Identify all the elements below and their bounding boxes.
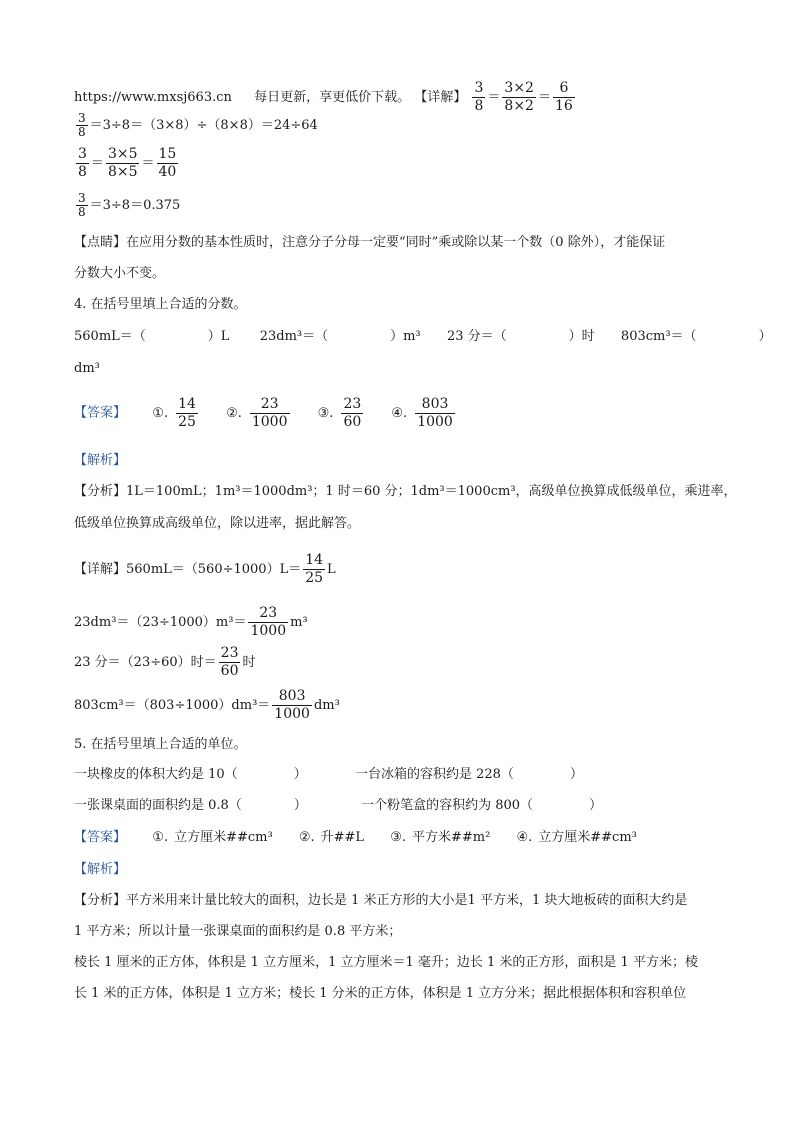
q4-analysis-label: 【解析】: [74, 453, 127, 468]
q5-fenxi-3: 棱长 1 厘米的正方体，体积是 1 立方厘米，1 立方厘米＝1 毫升；边长 1 米的正方形，面积是 1 平方米；棱: [74, 955, 698, 970]
source-url: https://www.mxsj663.cn: [74, 90, 232, 105]
q4-wrap: dm³: [74, 361, 100, 376]
q5-fenxi-2: 1 平方米；所以计量一张课桌面的面积约是 0.8 平方米；: [74, 924, 402, 939]
q4-detail-4: 803cm³＝（803÷1000）dm³＝ $\frac{803}{1000}$ dm³: [74, 688, 340, 722]
q5-row-1: 一块橡皮的体积大约是 10（ ） 一台冰箱的容积约是 228（ ）: [74, 767, 583, 782]
fraction: $\frac{3}{8}$: [474, 80, 484, 114]
fraction: $\frac{3}{8}$: [78, 111, 86, 139]
q4-detail-3: 23 分＝（23÷60）时＝ $\frac{23}{60}$ 时: [74, 645, 256, 679]
tip-line-2: 分数大小不变。: [74, 266, 166, 281]
fraction: $\frac{15}{40}$: [158, 146, 177, 180]
q5-title: 5. 在括号里填上合适的单位。: [74, 737, 247, 752]
q4-items: 560mL＝（ ）L 23dm³＝（ ）m³ 23 分＝（ ）时 803cm³＝（ ）: [74, 329, 772, 344]
fraction: $\frac{6}{16}$: [554, 80, 573, 114]
q4-detail-2: 23dm³＝（23÷1000）m³＝ $\frac{23}{1000}$ m³: [74, 605, 308, 639]
prev-eq4: $\frac{3}{8}$ ＝3÷8＝0.375: [78, 191, 181, 219]
fraction: $\frac{3\times 2}{8\times 2}$: [504, 80, 534, 114]
q5-fenxi-4: 长 1 米的正方体，体积是 1 立方米；棱长 1 分米的正方体，体积是 1 立方分米；据此根据体积和容积单位: [74, 986, 687, 1001]
q4-title: 4. 在括号里填上合适的分数。: [74, 297, 247, 312]
tip-line-1: 【点睛】在应用分数的基本性质时，注意分子分母一定要“同时”乘或除以某一个数（0 除外），才能保证: [74, 235, 666, 250]
answer-label: 【答案】: [74, 405, 127, 421]
q4-fenxi-2: 低级单位换算成高级单位，除以进率，据此解答。: [74, 516, 361, 531]
prev-eq2: $\frac{3}{8}$ ＝3÷8＝（3×8）÷（8×8）＝24÷64: [78, 111, 318, 139]
fraction: $\frac{3}{8}$: [78, 191, 86, 219]
q5-fenxi-1: 【分析】平方米用来计量比较大的面积，边长是 1 米正方形的大小是1 平方米，1 块大地板砖的面积大约是: [74, 893, 688, 908]
fraction: $\frac{3}{8}$: [78, 146, 87, 180]
header-line: https://www.mxsj663.cn 每日更新，享更低价下载。 【详解】 $\frac{3}{8}$ ＝ $\frac{3\times 2}{8\times 2}$ ＝ $\frac{6}{16}$: [74, 80, 573, 114]
answer-label: 【答案】: [74, 830, 127, 845]
slogan: 每日更新，享更低价下载。: [254, 90, 411, 105]
q4-detail-1: 【详解】560mL＝（560÷1000）L＝ $\frac{14}{25}$ L: [74, 552, 336, 586]
q4-fenxi-1: 【分析】1L＝100mL；1m³＝1000dm³；1 时＝60 分；1dm³＝1000cm³，高级单位换算成低级单位，乘进率，: [74, 484, 737, 499]
fraction: $\frac{3\times 5}{8\times 5}$: [107, 146, 138, 180]
q5-row-2: 一张课桌面的面积约是 0.8（ ） 一个粉笔盒的容积约为 800（ ）: [74, 798, 603, 813]
q5-analysis-label: 【解析】: [74, 862, 127, 877]
detail-label: 【详解】: [414, 90, 467, 105]
prev-eq3: $\frac{3}{8}$ ＝ $\frac{3\times 5}{8\times 5}$ ＝ $\frac{15}{40}$: [78, 146, 177, 180]
q5-answer: 【答案】 ①. 立方厘米##cm³ ②. 升##L ③. 平方米##m² ④. 立方厘米##cm³: [74, 830, 637, 845]
q4-answer: 【答案】 ①. $\frac{14}{25}$ ②. $\frac{23}{1000}$ ③. $\frac{23}{60}$ ④. $\frac{803}{1000}$: [74, 396, 453, 430]
